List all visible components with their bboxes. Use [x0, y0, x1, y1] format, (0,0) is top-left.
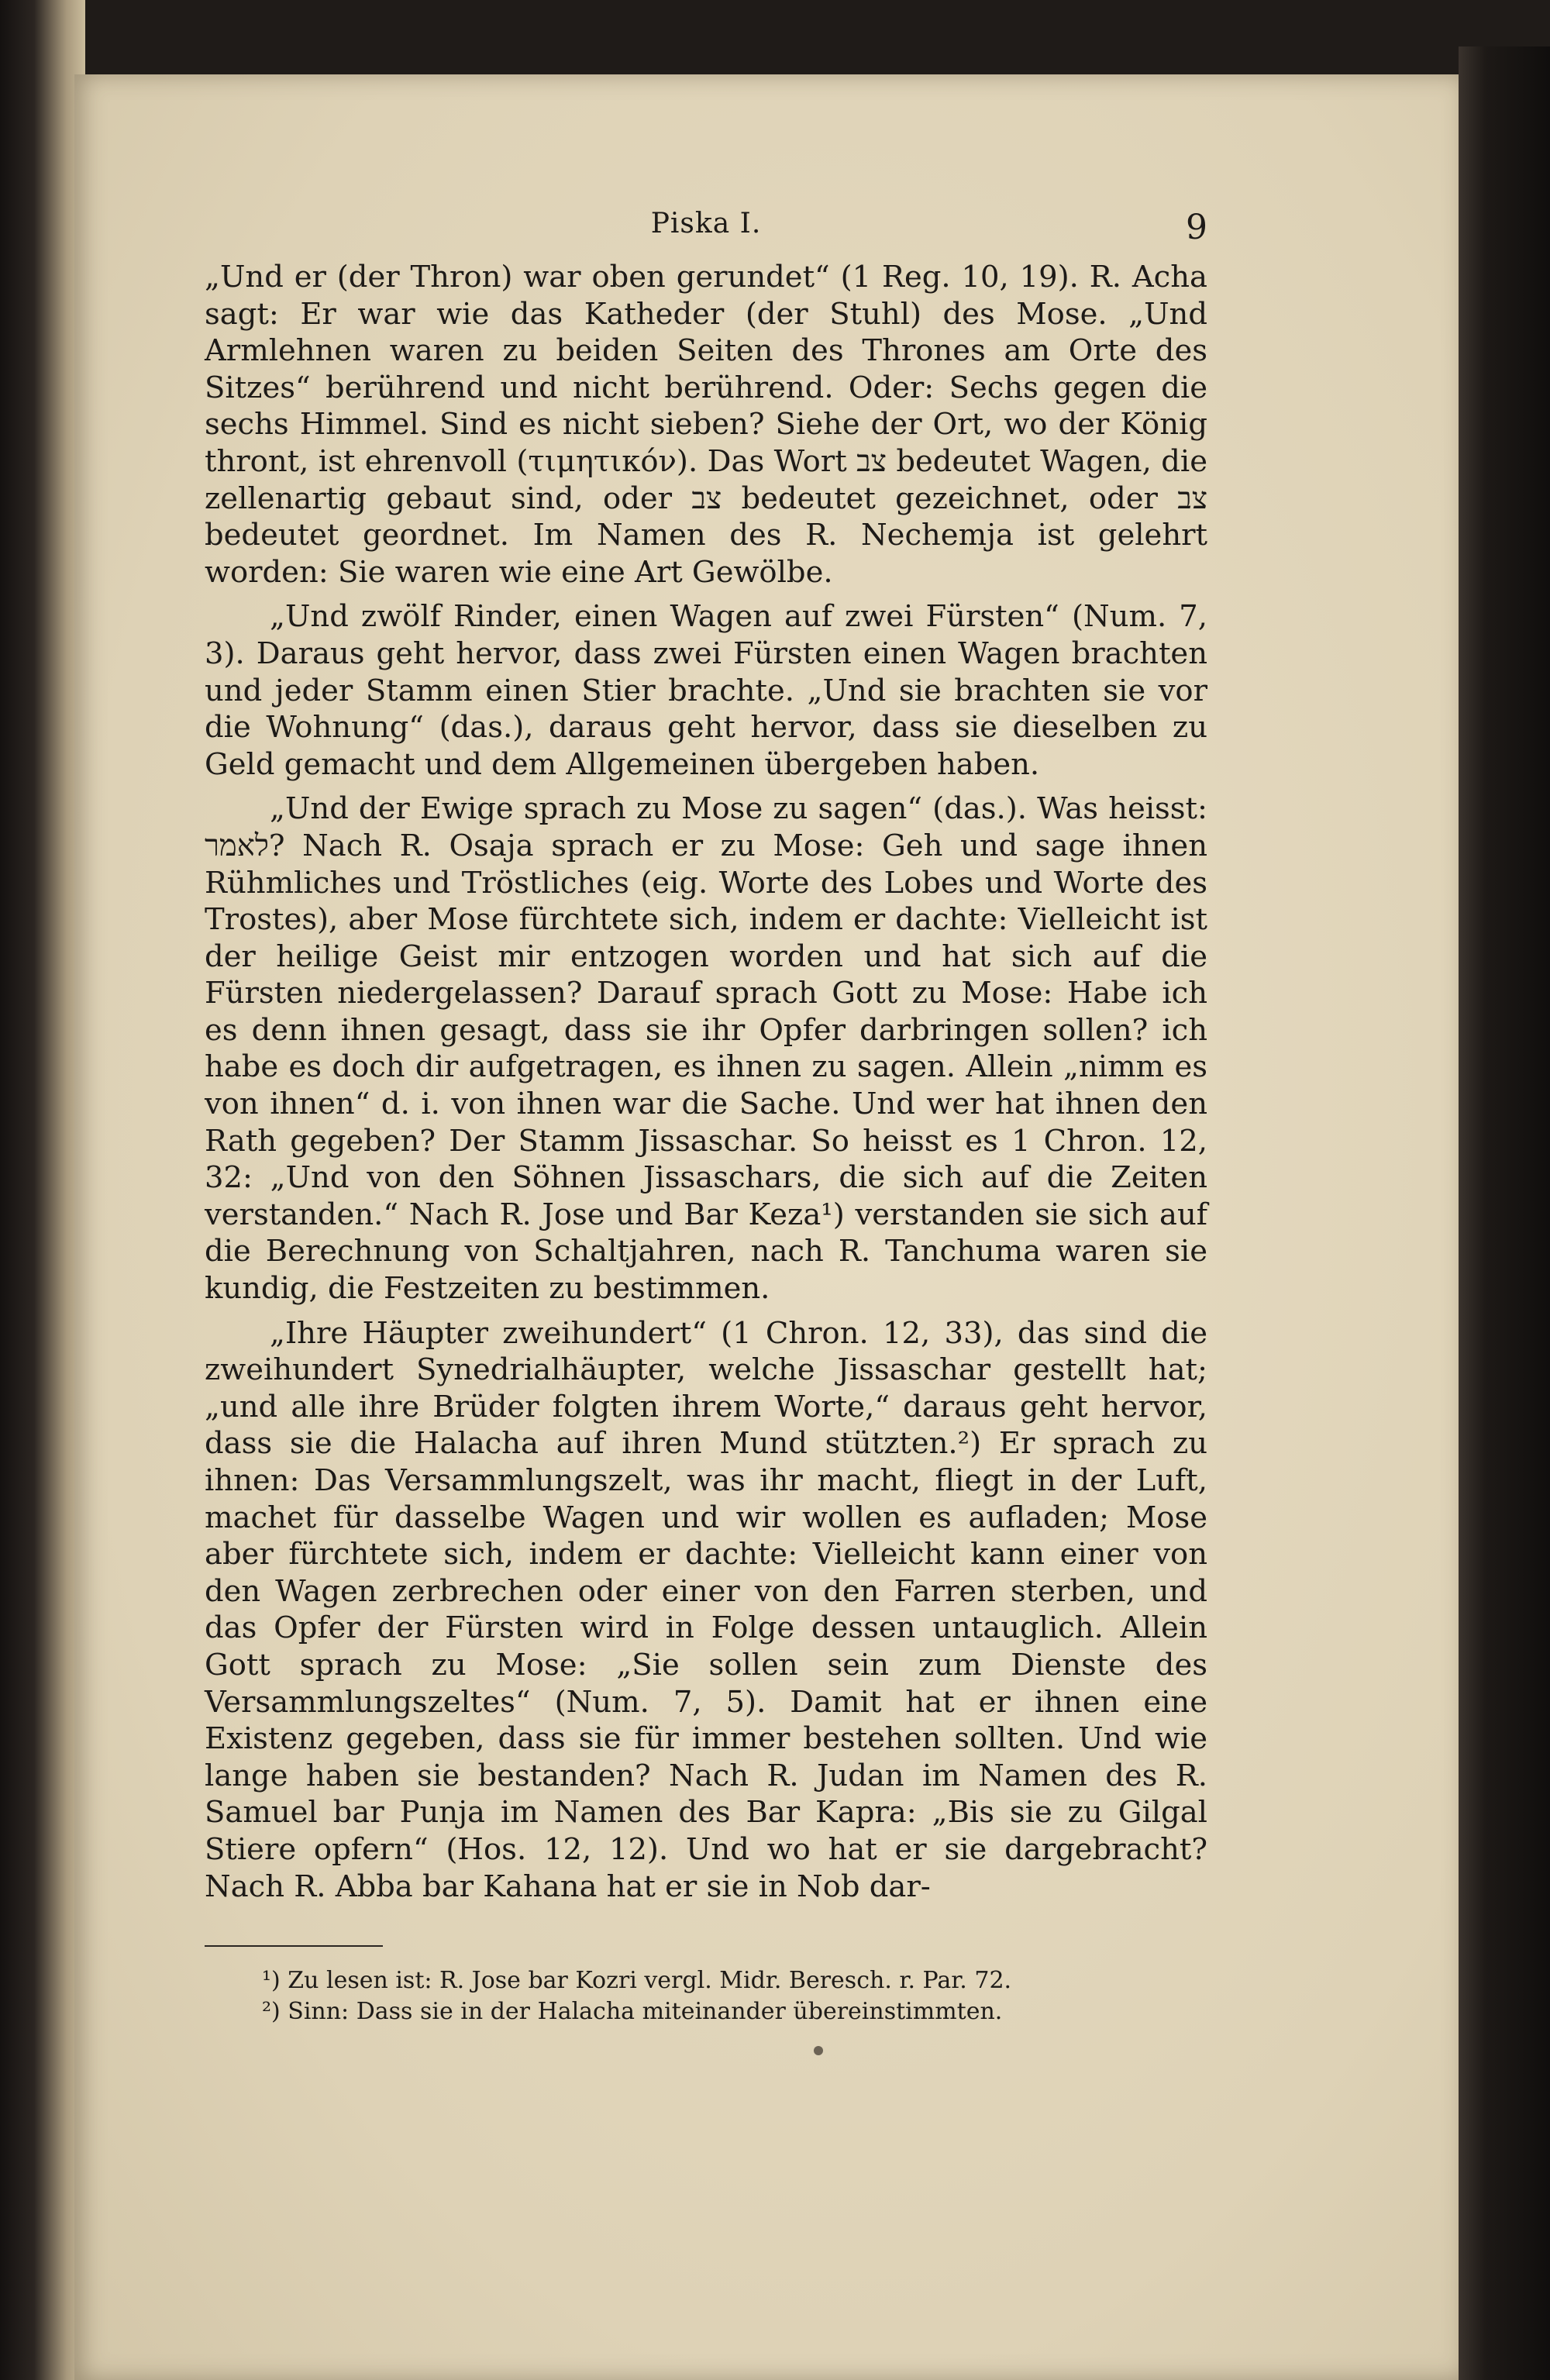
footnote-2: ²) Sinn: Dass sie in der Halacha miteinander übereinstimmten. — [262, 1998, 1003, 2026]
running-head-title: Piska I. — [650, 208, 762, 239]
book-cover-edge — [1459, 46, 1550, 2380]
footnote-1: ¹) Zu lesen ist: R. Jose bar Kozri vergl. Midr. Beresch. r. Par. 72. — [262, 1967, 1012, 1995]
paragraph-1: „Und er (der Thron) war oben gerundet“ (1 Reg. 10, 19). R. Acha sagt: Er war wie das Katheder (der Stuhl) des Mose. „Und Armlehnen waren zu beiden Seiten des Thrones am Orte des Sitzes“ berührend und nicht berührend. Oder: Sechs gegen die sechs Himmel. Sind es nicht sieben? Siehe der Ort, wo der König thront, ist ehrenvoll (τιμητικόν). Das Wort צב bedeutet Wagen, die zellenartig gebaut sind, oder צב bedeutet gezeichnet, oder צב bedeutet geordnet. Im Namen des R. Nechemja ist gelehrt worden: Sie waren wie eine Art Gewölbe. — [205, 260, 1208, 590]
paragraph-3: „Und der Ewige sprach zu Mose zu sagen“ (das.). Was heisst: לאמר? Nach R. Osaja sprach er zu Mose: Geh und sage ihnen Rühmliches und Tröstliches (eig. Worte des Lobes und Worte des Trostes), aber Mose fürchtete sich, indem er dachte: Vielleicht ist der heilige Geist mir entzogen worden und hat sich auf die Fürsten niedergelassen? Darauf sprach Gott zu Mose: Habe ich es denn ihnen gesagt, dass sie ihr Opfer darbringen sollen? ich habe es doch dir aufgetragen, es ihnen zu sagen. Allein „nimm es von ihnen“ d. i. von ihnen war die Sache. Und wer hat ihnen den Rath gegeben? Der Stamm Jissaschar. So heisst es 1 Chron. 12, 32: „Und von den Söhnen Jissaschars, die sich auf die Zeiten verstanden.“ Nach R. Jose und Bar Keza¹) verstanden sie sich auf die Berechnung von Schaltjahren, nach R. Tanchuma waren sie kundig, die Festzeiten zu bestimmen. — [205, 791, 1207, 1307]
running-head — [205, 208, 1207, 259]
page-text-block — [205, 208, 1207, 2027]
paragraph-4: „Ihre Häupter zweihundert“ (1 Chron. 12, 33), das sind die zweihundert Synedrialhäupter, welche Jissaschar gestellt hat; „und alle ihre Brüder folgten ihrem Worte,“ daraus geht hervor, dass sie die Halacha auf ihren Mund stützten.²) Er sprach zu ihnen: Das Versammlungszelt, was ihr macht, fliegt in der Luft, machet für dasselbe Wagen und wir wollen es aufladen; Mose aber fürchtete sich, indem er dachte: Vielleicht kann einer von den Wagen zerbrechen oder einer von den Farren sterben, und das Opfer der Fürsten wird in Folge dessen untauglich. Allein Gott sprach zu Mose: „Sie sollen sein zum Dienste des Versammlungszeltes“ (Num. 7, 5). Damit hat er ihnen eine Existenz gegeben, dass sie für immer bestehen sollten. Und wie lange haben sie bestanden? Nach R. Judan im Namen des R. Samuel bar Punja im Namen des Bar Kapra: „Bis sie zu Gilgal Stiere opfern“ (Hos. 12, 12). Und wo hat er sie dargebracht? Nach R. Abba bar Kahana hat er sie in Nob dar- — [205, 1315, 1207, 1904]
paragraph-2: „Und zwölf Rinder, einen Wagen auf zwei Fürsten“ (Num. 7, 3). Daraus geht hervor, dass zwei Fürsten einen Wagen brachten und jeder Stamm einen Stier brachte. „Und sie brachten sie vor die Wohnung“ (das.), daraus geht hervor, dass sie dieselben zu Geld gemacht und dem Allgemeinen übergeben haben. — [205, 599, 1207, 782]
footnote-divider — [205, 1945, 383, 1947]
ink-spot — [814, 2046, 823, 2055]
page-number: 9 — [1186, 208, 1207, 247]
book-spine-shadow — [0, 0, 85, 2380]
